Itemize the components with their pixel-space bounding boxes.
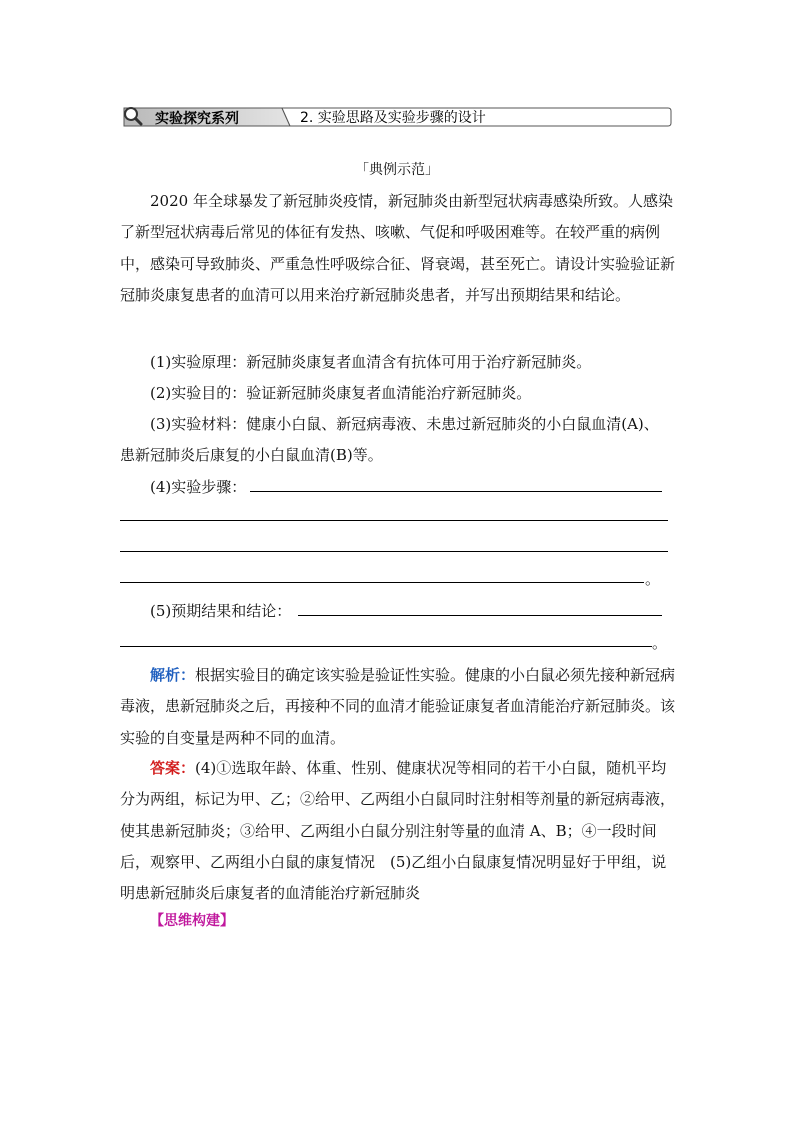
- magnifier-icon: [122, 105, 144, 127]
- result-label: (5)预期结果和结论：: [150, 602, 292, 620]
- steps-blank-3[interactable]: [120, 551, 668, 552]
- section-banner: [122, 105, 672, 129]
- analysis-text: 根据实验目的确定该实验是验证性实验。健康的小白鼠必须先接种新冠病毒液，患新冠肺炎之后，再接种不同的血清才能验证康复者血清能治疗新冠肺炎。该实验的自变量是两种不同的血清。: [120, 666, 676, 747]
- section-title: 「典例示范」: [355, 162, 439, 178]
- banner-series-title: 实验探究系列: [155, 111, 239, 127]
- intro-paragraph: 2020 年全球暴发了新冠肺炎疫情，新冠肺炎由新型冠状病毒感染所致。人感染了新型冠状病毒后常见的体征有发热、咳嗽、气促和呼吸困难等。在较严重的病例中，感染可导致肺炎、严重急性呼吸综合征、肾衰竭，甚至死亡。请设计实验验证新冠肺炎康复患者的血清可以用来治疗新冠肺炎患者，并写出预期结果和结论。: [120, 192, 676, 304]
- steps-blank-1[interactable]: [250, 491, 662, 492]
- answer-label: 答案：: [150, 759, 196, 777]
- steps-period: 。: [645, 570, 661, 588]
- materials-line-2: 患新冠肺炎后康复的小白鼠血清(B)等。: [120, 446, 383, 464]
- banner-topic-title: 2. 实验思路及实验步骤的设计: [300, 110, 486, 126]
- result-period: 。: [652, 634, 668, 652]
- steps-blank-2[interactable]: [120, 520, 668, 521]
- answer-text: (4)①选取年龄、体重、性别、健康状况等相同的若干小白鼠，随机平均分为两组，标记为甲、乙；②给甲、乙两组小白鼠同时注射相等剂量的新冠病毒液，使其患新冠肺炎；③给甲、乙两组小白鼠分别注射等量的血清 A、B；④一段时间后，观察甲、乙两组小白鼠的康复情况 (5)乙组小白鼠康复情况明显好于甲组，说明患新冠肺炎后康复者的血清能治疗新冠肺炎: [120, 759, 676, 903]
- answer-paragraph: [120, 753, 680, 909]
- materials-line-1: (3)实验材料：健康小白鼠、新冠病毒液、未患过新冠肺炎的小白鼠血清(A)、: [150, 415, 659, 433]
- steps-label: (4)实验步骤：: [150, 478, 247, 496]
- mind-map-label: 【思维构建】: [150, 913, 234, 929]
- result-blank-2[interactable]: [120, 646, 652, 647]
- analysis-paragraph: [120, 660, 680, 754]
- purpose-line: (2)实验目的：验证新冠肺炎康复者血清能治疗新冠肺炎。: [150, 384, 532, 402]
- principle-line: (1)实验原理：新冠肺炎康复者血清含有抗体可用于治疗新冠肺炎。: [150, 353, 592, 371]
- analysis-label: 解析：: [150, 666, 196, 684]
- steps-blank-4[interactable]: [120, 582, 644, 583]
- result-blank-1[interactable]: [298, 615, 662, 616]
